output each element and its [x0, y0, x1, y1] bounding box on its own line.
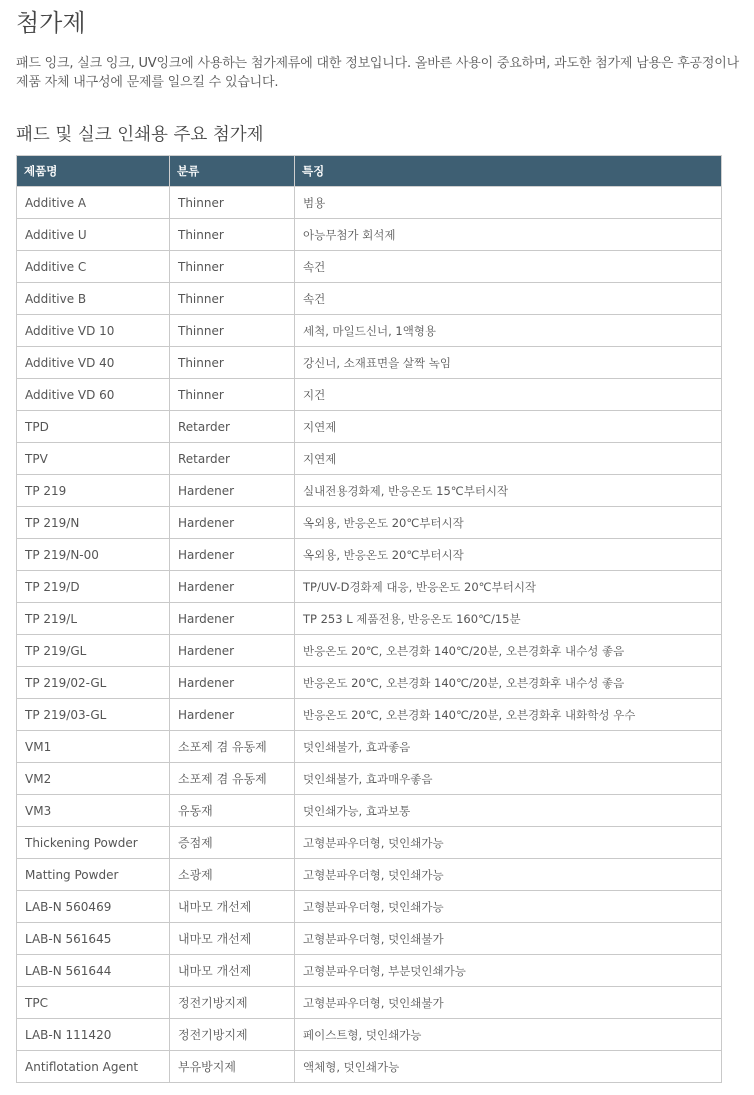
cell-features: 속건 — [295, 283, 722, 315]
cell-product: TP 219/D — [17, 571, 170, 603]
cell-category: Thinner — [170, 187, 295, 219]
table-row — [17, 347, 722, 379]
table-row — [17, 475, 722, 507]
table-row — [17, 539, 722, 571]
table-row — [17, 667, 722, 699]
cell-features: 지연제 — [295, 411, 722, 443]
table-row — [17, 955, 722, 987]
table-row — [17, 1051, 722, 1083]
cell-product: Antiflotation Agent — [17, 1051, 170, 1083]
cell-product: TP 219/GL — [17, 635, 170, 667]
cell-features: 덧인쇄불가, 효과좋음 — [295, 731, 722, 763]
cell-product: TP 219/L — [17, 603, 170, 635]
table-row — [17, 859, 722, 891]
cell-product: TP 219/N — [17, 507, 170, 539]
cell-features: 옥외용, 반응온도 20℃부터시작 — [295, 507, 722, 539]
cell-features: 고형분파우더형, 부분덧인쇄가능 — [295, 955, 722, 987]
cell-product: Thickening Powder — [17, 827, 170, 859]
cell-category: Thinner — [170, 283, 295, 315]
cell-product: TP 219/03-GL — [17, 699, 170, 731]
cell-features: 강신너, 소재표면을 살짝 녹임 — [295, 347, 722, 379]
cell-features: TP 253 L 제품전용, 반응온도 160℃/15분 — [295, 603, 722, 635]
cell-product: TP 219/N-00 — [17, 539, 170, 571]
cell-features: 고형분파우더형, 덧인쇄가능 — [295, 859, 722, 891]
cell-category: Hardener — [170, 603, 295, 635]
cell-features: 고형분파우더형, 덧인쇄불가 — [295, 923, 722, 955]
cell-category: 증점제 — [170, 827, 295, 859]
column-header-category: 분류 — [170, 156, 295, 187]
cell-features: 페이스트형, 덧인쇄가능 — [295, 1019, 722, 1051]
cell-product: TPC — [17, 987, 170, 1019]
cell-product: VM2 — [17, 763, 170, 795]
cell-category: Hardener — [170, 507, 295, 539]
cell-features: 속건 — [295, 251, 722, 283]
cell-category: Hardener — [170, 667, 295, 699]
table-row — [17, 315, 722, 347]
cell-category: 내마모 개선제 — [170, 955, 295, 987]
cell-product: Additive C — [17, 251, 170, 283]
table-row — [17, 795, 722, 827]
table-header-row — [17, 156, 722, 187]
cell-features: 실내전용경화제, 반응온도 15℃부터시작 — [295, 475, 722, 507]
cell-category: Retarder — [170, 443, 295, 475]
cell-category: Thinner — [170, 219, 295, 251]
table-row — [17, 923, 722, 955]
table-row — [17, 187, 722, 219]
cell-product: LAB-N 560469 — [17, 891, 170, 923]
table-row — [17, 379, 722, 411]
cell-product: Additive VD 60 — [17, 379, 170, 411]
cell-features: 아능무첨가 회석제 — [295, 219, 722, 251]
cell-category: Thinner — [170, 379, 295, 411]
table-row — [17, 827, 722, 859]
table-row — [17, 283, 722, 315]
cell-features: 반응온도 20℃, 오븐경화 140℃/20분, 오븐경화후 내수성 좋음 — [295, 667, 722, 699]
cell-category: Hardener — [170, 539, 295, 571]
cell-features: 세척, 마일드신너, 1액형용 — [295, 315, 722, 347]
cell-product: LAB-N 561644 — [17, 955, 170, 987]
cell-product: TPD — [17, 411, 170, 443]
cell-features: 액체형, 덧인쇄가능 — [295, 1051, 722, 1083]
cell-category: 소광제 — [170, 859, 295, 891]
cell-features: 반응온도 20℃, 오븐경화 140℃/20분, 오븐경화후 내수성 좋음 — [295, 635, 722, 667]
page-title: 첨가제 — [16, 9, 86, 37]
cell-features: 범용 — [295, 187, 722, 219]
cell-category: Hardener — [170, 475, 295, 507]
table-row — [17, 507, 722, 539]
cell-category: Hardener — [170, 699, 295, 731]
additives-table — [16, 155, 722, 1083]
table-row — [17, 731, 722, 763]
table-row — [17, 891, 722, 923]
cell-features: 반응온도 20℃, 오븐경화 140℃/20분, 오븐경화후 내화학성 우수 — [295, 699, 722, 731]
cell-product: Additive VD 40 — [17, 347, 170, 379]
table-body — [17, 187, 722, 1083]
cell-product: Additive VD 10 — [17, 315, 170, 347]
cell-category: Hardener — [170, 571, 295, 603]
table-row — [17, 411, 722, 443]
cell-category: 소포제 겸 유동제 — [170, 731, 295, 763]
cell-category: Thinner — [170, 251, 295, 283]
cell-category: 내마모 개선제 — [170, 891, 295, 923]
cell-product: Additive A — [17, 187, 170, 219]
table-row — [17, 763, 722, 795]
cell-product: LAB-N 111420 — [17, 1019, 170, 1051]
cell-features: 고형분파우더형, 덧인쇄가능 — [295, 891, 722, 923]
cell-category: 정전기방지제 — [170, 1019, 295, 1051]
cell-category: 내마모 개선제 — [170, 923, 295, 955]
cell-product: VM1 — [17, 731, 170, 763]
cell-features: 덧인쇄가능, 효과보통 — [295, 795, 722, 827]
section-title: 패드 및 실크 인쇄용 주요 첨가제 — [16, 125, 264, 145]
cell-product: Additive U — [17, 219, 170, 251]
cell-features: 옥외용, 반응온도 20℃부터시작 — [295, 539, 722, 571]
cell-product: Matting Powder — [17, 859, 170, 891]
cell-features: 지연제 — [295, 443, 722, 475]
table-row — [17, 219, 722, 251]
table-row — [17, 571, 722, 603]
cell-features: 고형분파우더형, 덧인쇄가능 — [295, 827, 722, 859]
cell-category: 유동재 — [170, 795, 295, 827]
table-row — [17, 1019, 722, 1051]
table-row — [17, 443, 722, 475]
column-header-product: 제품명 — [17, 156, 170, 187]
cell-category: Hardener — [170, 635, 295, 667]
cell-features: TP/UV-D경화제 대응, 반응온도 20℃부터시작 — [295, 571, 722, 603]
table-row — [17, 987, 722, 1019]
cell-product: TPV — [17, 443, 170, 475]
column-header-features: 특징 — [295, 156, 722, 187]
cell-features: 덧인쇄불가, 효과매우좋음 — [295, 763, 722, 795]
table-row — [17, 635, 722, 667]
cell-category: Retarder — [170, 411, 295, 443]
cell-product: LAB-N 561645 — [17, 923, 170, 955]
cell-category: 소포제 겸 유동제 — [170, 763, 295, 795]
cell-features: 고형분파우더형, 덧인쇄불가 — [295, 987, 722, 1019]
cell-category: 부유방지제 — [170, 1051, 295, 1083]
table-row — [17, 603, 722, 635]
cell-category: Thinner — [170, 347, 295, 379]
table-row — [17, 699, 722, 731]
cell-category: 정전기방지제 — [170, 987, 295, 1019]
cell-product: TP 219/02-GL — [17, 667, 170, 699]
cell-product: TP 219 — [17, 475, 170, 507]
cell-product: VM3 — [17, 795, 170, 827]
cell-features: 지건 — [295, 379, 722, 411]
cell-category: Thinner — [170, 315, 295, 347]
table-row — [17, 251, 722, 283]
intro-paragraph: 패드 잉크, 실크 잉크, UV잉크에 사용하는 첨가제류에 대한 정보입니다. 올바른 사용이 중요하며, 과도한 첨가제 남용은 후공정이나 제품 자체 내구성에 문제를 일으킬 수 있습니다. — [16, 56, 739, 90]
cell-product: Additive B — [17, 283, 170, 315]
